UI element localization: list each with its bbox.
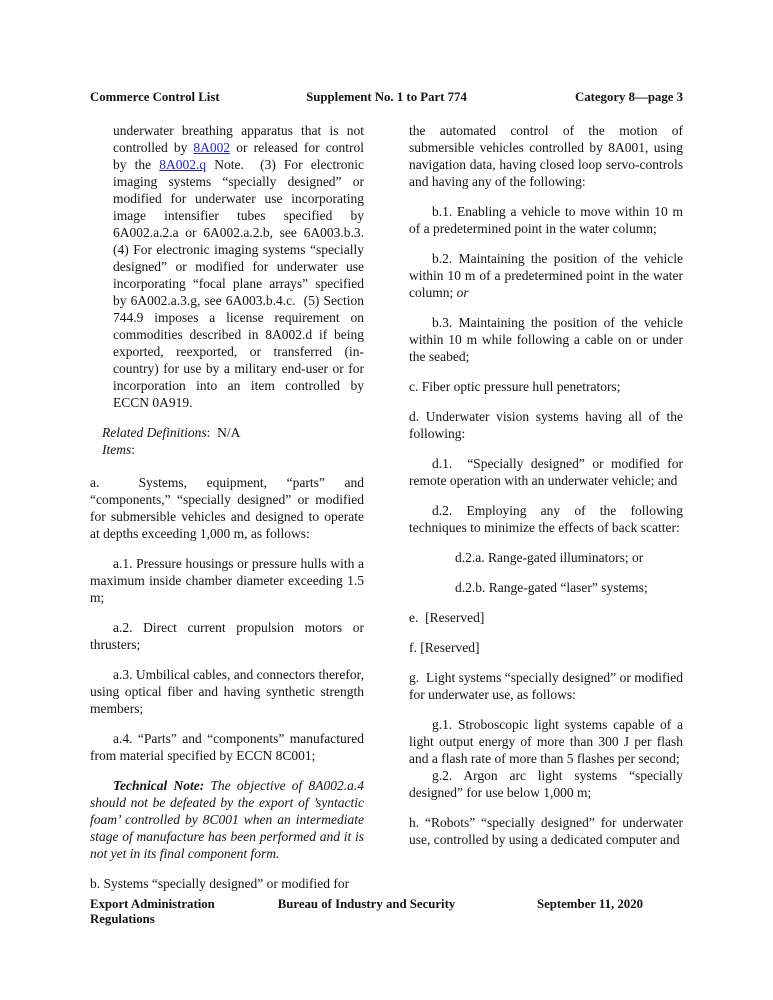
para-item-d1 — [409, 455, 683, 489]
text-segment: d.1. “Specially designed” or modified for remote operation with an underwater vehicle; and — [409, 456, 683, 488]
para-item-a4 — [90, 730, 364, 764]
para-item-c — [409, 378, 683, 395]
para-related-definitions — [102, 424, 364, 441]
text-segment: e. [Reserved] — [409, 610, 485, 625]
text-segment: b.1. Enabling a vehicle to move within 10 m of a predetermined point in the water column; — [409, 204, 683, 236]
para-technical-note — [90, 777, 364, 862]
link-8A002.q[interactable]: 8A002.q — [159, 157, 207, 172]
text-segment: or released for control by the — [113, 140, 364, 172]
para-item-f — [409, 639, 683, 656]
text-segment: a.3. Umbilical cables, and connectors therefor, using optical fiber and having synthetic strength members; — [90, 667, 364, 716]
text-segment: or — [456, 285, 469, 300]
para-item-d2a — [409, 549, 683, 566]
footer-left: Export Administration Regulations — [90, 897, 215, 926]
left-column — [90, 122, 364, 905]
two-column-body — [90, 122, 683, 905]
page-header — [90, 90, 683, 105]
para-item-d2 — [409, 502, 683, 536]
para-item-g — [409, 669, 683, 703]
text-segment: Technical Note: — [113, 778, 211, 793]
text-segment: g.1. Stroboscopic light systems capable of a light output energy of more than 300 J per flash and a flash rate of more than 5 flashes per second; — [409, 717, 683, 766]
para-item-a3 — [90, 666, 364, 717]
para-item-b2 — [409, 250, 683, 301]
text-segment: c. Fiber optic pressure hull penetrators; — [409, 379, 621, 394]
para-item-a2 — [90, 619, 364, 653]
text-segment: : N/A — [206, 425, 241, 440]
header-center: Supplement No. 1 to Part 774 — [306, 90, 467, 104]
text-segment: a.4. “Parts” and “components” manufactured from material specified by ECCN 8C001; — [90, 731, 364, 763]
para-notes-continuation — [113, 122, 364, 411]
text-segment: d.2. Employing any of the following techniques to minimize the effects of back scatter: — [409, 503, 683, 535]
text-segment: Items — [102, 442, 132, 457]
text-segment: Note. (3) For electronic imaging systems “specially designed” or modified for underwater use incorporating image intensifier tubes specified by 6A002.a.2.a or 6A002.a.2.b, see 6A003.b.3. (4) For electronic imaging systems “specially designed” or modified for underwater use incorporating “focal plane arrays” specified by 6A002.a.3.g, see 6A003.b.4.c. (5) Section 744.9 imposes a license requirement on commodities described in 8A002.d if being exported, reexported, or transferred (in-country) for use by a military end-user or for incorporation into an item controlled by ECCN 0A919. — [113, 157, 365, 410]
text-segment: underwater breathing apparatus that is not controlled by — [113, 123, 364, 155]
para-item-g1 — [409, 716, 683, 767]
text-segment: a.2. Direct current propulsion motors or thrusters; — [90, 620, 364, 652]
text-segment: The objective of 8A002.a.4 should not be defeated by the export of ’syntactic foam’ controlled by 8C001 when an intermediate stage of manufacture has been performed and it is not yet in its final component form. — [90, 778, 364, 861]
text-segment: g. Light systems “specially designed” or modified for underwater use, as follows: — [409, 670, 683, 702]
para-item-b-continuation — [409, 122, 683, 190]
page-footer — [90, 897, 683, 927]
header-left: Commerce Control List — [90, 90, 220, 104]
para-item-d — [409, 408, 683, 442]
right-column — [409, 122, 683, 905]
para-item-b — [90, 875, 364, 892]
text-segment: d.2.b. Range-gated “laser” systems; — [455, 580, 648, 595]
para-item-d2b — [409, 579, 683, 596]
text-segment: h. “Robots” “specially designed” for underwater use, controlled by using a dedicated computer and — [409, 815, 683, 847]
footer-right: September 11, 2020 — [536, 897, 643, 911]
para-item-a — [90, 474, 364, 542]
para-item-b3 — [409, 314, 683, 365]
text-segment: b.3. Maintaining the position of the vehicle within 10 m while following a cable on or under the seabed; — [409, 315, 683, 364]
text-segment: f. [Reserved] — [409, 640, 480, 655]
para-item-a1 — [90, 555, 364, 606]
para-item-h — [409, 814, 683, 848]
text-segment: : — [131, 442, 136, 457]
text-segment: d.2.a. Range-gated illuminators; or — [455, 550, 644, 565]
text-segment: b.2. Maintaining the position of the vehicle within 10 m of a predetermined point in the water column; — [409, 251, 683, 300]
footer-center: Bureau of Industry and Security — [277, 897, 456, 911]
para-item-g2 — [409, 767, 683, 801]
header-right: Category 8—page 3 — [574, 90, 684, 104]
text-segment: g.2. Argon arc light systems “specially designed” for use below 1,000 m; — [409, 768, 683, 800]
text-segment: b. Systems “specially designed” or modified for — [90, 876, 350, 891]
text-segment: a.1. Pressure housings or pressure hulls with a maximum inside chamber diameter exceeding 1.5 m; — [90, 556, 364, 605]
text-segment: Related Definitions — [102, 425, 207, 440]
text-segment: d. Underwater vision systems having all of the following: — [409, 409, 683, 441]
text-segment: a. Systems, equipment, “parts” and “components,” “specially designed” or modified for submersible vehicles and designed to operate at depths exceeding 1,000 m, as follows: — [90, 475, 364, 541]
link-8A002[interactable]: 8A002 — [193, 140, 231, 155]
para-items-heading — [102, 441, 364, 458]
text-segment: the automated control of the motion of submersible vehicles controlled by 8A001, using navigation data, having closed loop servo-controls and having any of the following: — [409, 123, 683, 189]
para-item-b1 — [409, 203, 683, 237]
para-item-e — [409, 609, 683, 626]
